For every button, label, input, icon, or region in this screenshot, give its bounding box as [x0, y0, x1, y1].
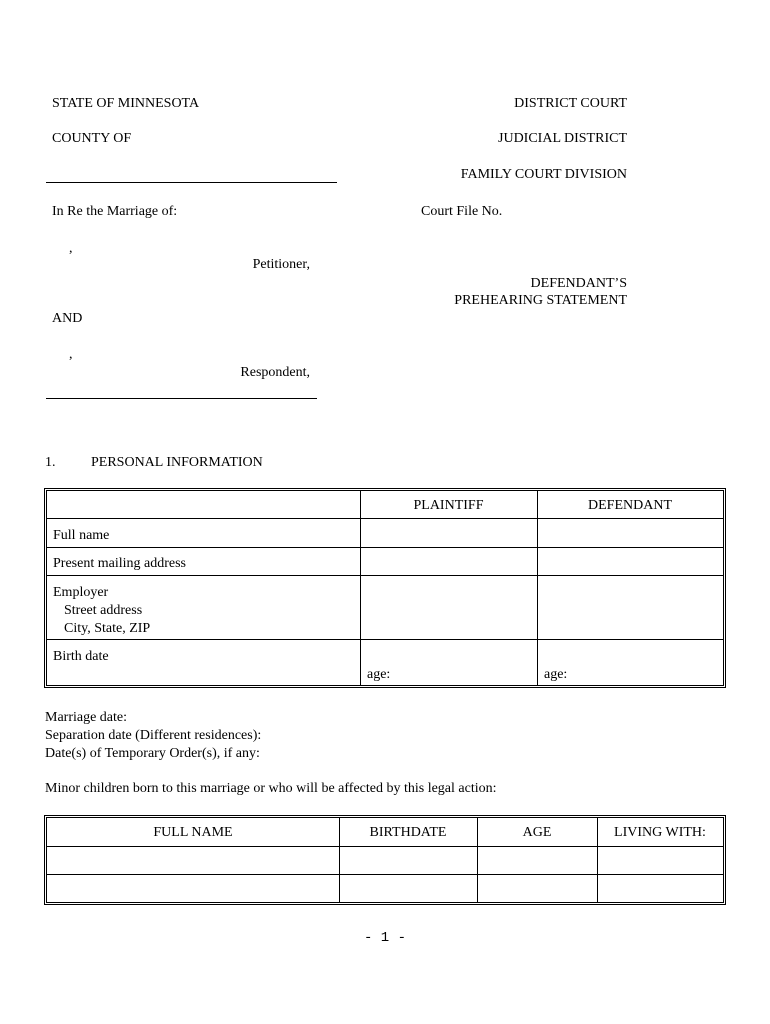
row-divider — [47, 639, 723, 640]
court-file-label: Court File No. — [421, 204, 503, 219]
full-name-column-header: FULL NAME — [153, 825, 233, 840]
separation-date-label: Separation date (Different residences): — [45, 728, 262, 743]
street-address-label: Street address — [64, 603, 143, 618]
and-label: AND — [52, 311, 83, 326]
defendant-age-label: age: — [544, 667, 568, 682]
plaintiff-age-label: age: — [367, 667, 391, 682]
row-divider — [47, 846, 723, 847]
mailing-address-label: Present mailing address — [53, 556, 186, 571]
row-divider — [47, 874, 723, 875]
petitioner-label: Petitioner, — [252, 257, 310, 272]
section-number: 1. — [45, 455, 56, 470]
column-divider — [537, 491, 538, 685]
respondent-name-comma: , — [69, 347, 73, 362]
column-divider — [360, 491, 361, 685]
defendant-column-header: DEFENDANT — [588, 498, 672, 513]
page-number: - 1 - — [363, 930, 406, 946]
living-with-column-header: LIVING WITH: — [614, 825, 706, 840]
document-title-line2: PREHEARING STATEMENT — [454, 293, 627, 308]
temporary-orders-label: Date(s) of Temporary Order(s), if any: — [45, 746, 260, 761]
employer-label: Employer — [53, 585, 109, 600]
plaintiff-column-header: PLAINTIFF — [413, 498, 484, 513]
row-divider — [47, 518, 723, 519]
division-label: FAMILY COURT DIVISION — [460, 167, 627, 182]
birthdate-column-header: BIRTHDATE — [369, 825, 447, 840]
court-label: DISTRICT COURT — [514, 96, 627, 111]
section-heading: PERSONAL INFORMATION — [91, 455, 263, 470]
row-divider — [47, 547, 723, 548]
personal-info-table — [44, 488, 726, 688]
district-label: JUDICIAL DISTRICT — [498, 131, 627, 146]
state-label: STATE OF MINNESOTA — [52, 96, 200, 111]
county-underline — [46, 182, 337, 183]
in-re-label: In Re the Marriage of: — [52, 204, 178, 219]
caption-underline — [46, 398, 317, 399]
petitioner-name-comma: , — [69, 241, 73, 256]
respondent-label: Respondent, — [240, 365, 310, 380]
document-title-line1: DEFENDANT’S — [530, 276, 627, 291]
marriage-date-label: Marriage date: — [45, 710, 128, 725]
city-state-zip-label: City, State, ZIP — [64, 621, 151, 636]
birth-date-label: Birth date — [53, 649, 109, 664]
minor-children-intro: Minor children born to this marriage or who will be affected by this legal action: — [45, 781, 497, 796]
county-label: COUNTY OF — [52, 131, 132, 146]
children-table — [44, 815, 726, 905]
age-column-header: AGE — [522, 825, 552, 840]
row-divider — [47, 575, 723, 576]
full-name-label: Full name — [53, 528, 110, 543]
